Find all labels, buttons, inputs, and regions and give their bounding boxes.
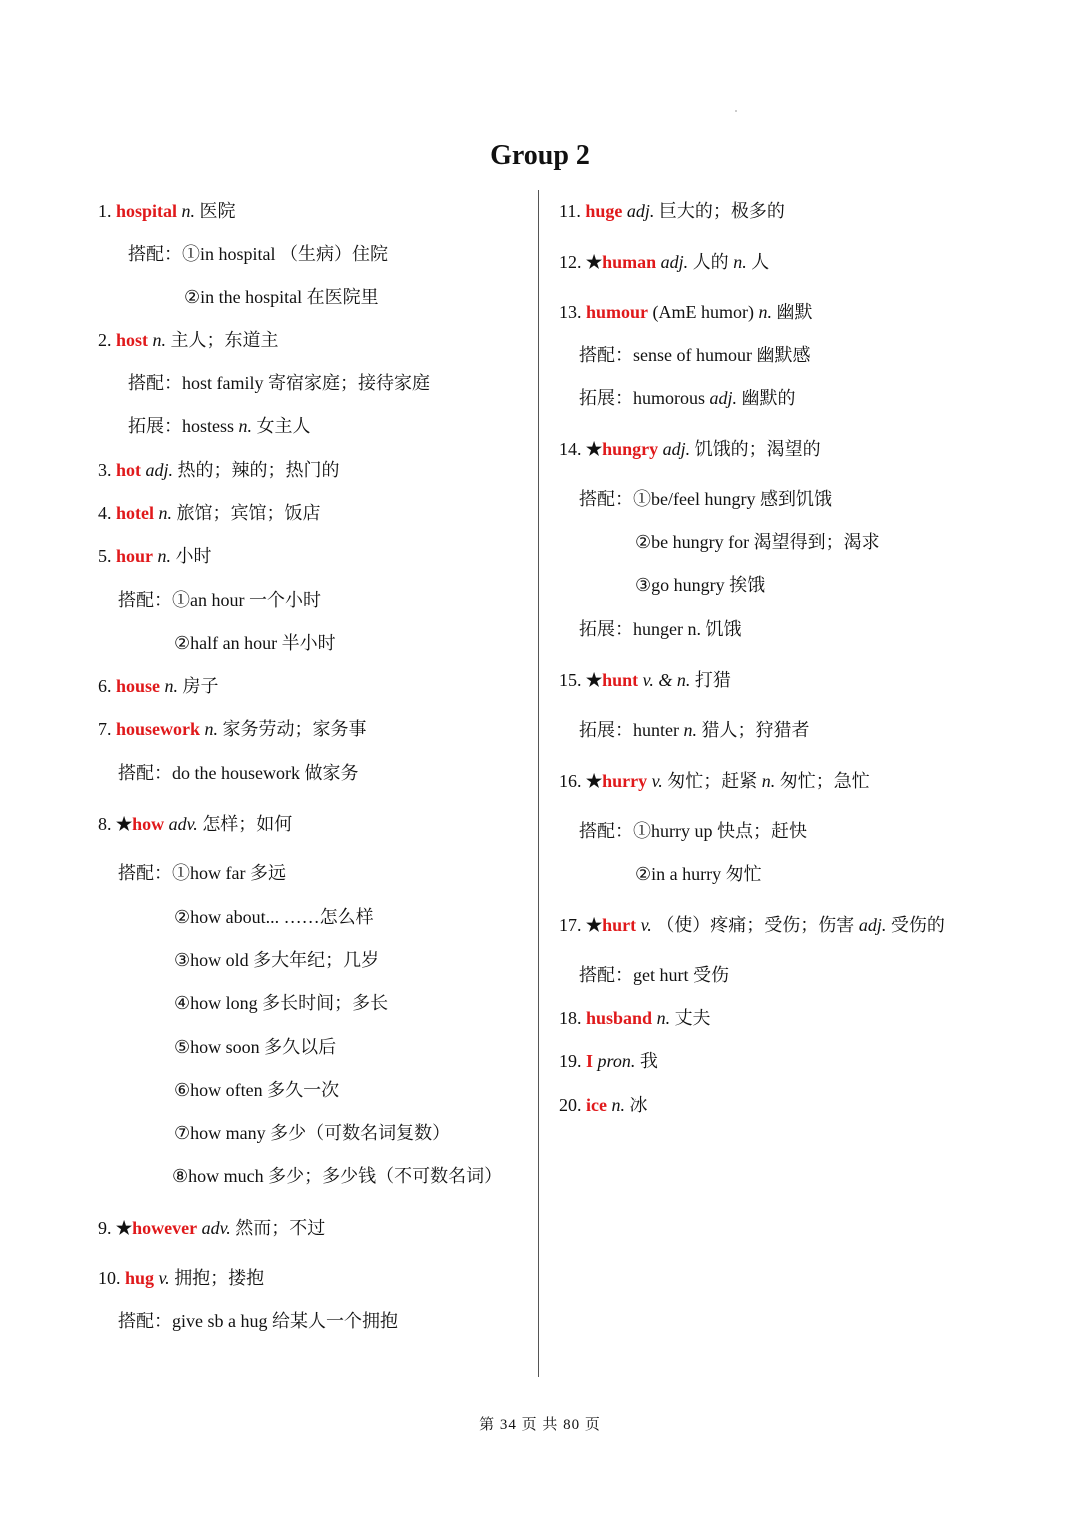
entry-word: hurt bbox=[602, 915, 637, 935]
entry-meaning: 受伤的 bbox=[886, 915, 945, 935]
entry-number: 11. bbox=[559, 201, 586, 221]
entry-number: 20. bbox=[559, 1095, 586, 1115]
entry-word: hunt bbox=[602, 670, 639, 690]
entry-meaning: 家务劳动；家务事 bbox=[218, 719, 367, 739]
entry-meaning: 丈夫 bbox=[670, 1008, 711, 1028]
entry-line bbox=[559, 1006, 711, 1030]
entry-meaning: 匆忙；急忙 bbox=[775, 771, 870, 791]
sub-entry-line bbox=[579, 963, 729, 987]
sub-entry-text: 搭配：do the housework 做家务 bbox=[118, 763, 359, 783]
entry-meaning: 我 bbox=[635, 1051, 658, 1071]
entry-meaning: 冰 bbox=[624, 1095, 648, 1115]
part-of-speech: adv. bbox=[164, 814, 198, 834]
entry-word: humour bbox=[586, 302, 649, 322]
part-of-speech: n. bbox=[148, 330, 167, 350]
part-of-speech: adj. bbox=[854, 915, 887, 935]
entry-meaning: 医院 bbox=[195, 201, 236, 221]
part-of-speech: n. bbox=[754, 302, 772, 322]
sub-entry-line bbox=[579, 343, 810, 367]
part-of-speech: v. bbox=[154, 1268, 170, 1288]
sub-entry-text: 搭配：sense of humour 幽默感 bbox=[579, 345, 811, 365]
entry-word: however bbox=[132, 1218, 198, 1238]
entry-number: 18. bbox=[559, 1008, 586, 1028]
entry-number: 8. bbox=[98, 814, 116, 834]
entry-number: 17. bbox=[559, 915, 586, 935]
entry-meaning: 巨大的；极多的 bbox=[654, 201, 785, 221]
entry-meaning: 拥抱；搂抱 bbox=[169, 1268, 265, 1288]
entry-number: 3. bbox=[98, 460, 116, 480]
entry-line bbox=[559, 668, 731, 692]
sub-entry-line bbox=[579, 819, 807, 843]
part-of-speech: n. bbox=[200, 719, 219, 739]
entry-meaning: 幽默 bbox=[772, 302, 813, 322]
sub-entry-text: 幽默的 bbox=[737, 388, 796, 408]
sub-entry-text: 拓展：hunger n. 饥饿 bbox=[579, 619, 742, 639]
entry-number: 14. bbox=[559, 439, 586, 459]
sub-entry-text: 搭配：①how far 多远 bbox=[118, 863, 286, 883]
star-icon: ★ bbox=[586, 439, 603, 459]
entry-meaning: 旅馆；宾馆；饭店 bbox=[172, 503, 321, 523]
sub-entry-text: 拓展：hostess bbox=[128, 416, 235, 436]
part-of-speech: n. bbox=[606, 1095, 625, 1115]
entry-word: housework bbox=[116, 719, 201, 739]
entry-meaning: 热的；辣的；热门的 bbox=[173, 460, 340, 480]
sub-entry-text: 搭配：host family 寄宿家庭；接待家庭 bbox=[128, 373, 430, 393]
entry-meaning: 怎样；如何 bbox=[197, 814, 293, 834]
entry-word: huge bbox=[585, 201, 623, 221]
entry-line bbox=[559, 300, 813, 324]
page-title: Group 2 bbox=[490, 140, 590, 171]
sub-entry-text: ③go hungry 挨饿 bbox=[635, 575, 766, 595]
entry-word: host bbox=[116, 330, 149, 350]
sub-entry-text: ②half an hour 半小时 bbox=[174, 633, 336, 653]
sub-entry-text: 搭配：give sb a hug 给某人一个拥抱 bbox=[118, 1311, 398, 1331]
part-of-speech: n. bbox=[153, 546, 172, 566]
entry-word: hungry bbox=[602, 439, 659, 459]
sub-entry-text: 拓展：hunter bbox=[579, 720, 679, 740]
sub-entry-text: ②be hungry for 渴望得到；渴求 bbox=[635, 532, 880, 552]
star-icon: ★ bbox=[586, 915, 603, 935]
part-of-speech: adj. bbox=[658, 439, 691, 459]
entry-number: 15. bbox=[559, 670, 586, 690]
part-of-speech: n. bbox=[234, 416, 253, 436]
entry-number: 4. bbox=[98, 503, 116, 523]
part-of-speech: adj. bbox=[656, 252, 689, 272]
sub-entry-text: 搭配：get hurt 受伤 bbox=[579, 965, 729, 985]
entry-number: 19. bbox=[559, 1051, 586, 1071]
sub-entry-text: ⑦how many 多少（可数名词复数） bbox=[174, 1123, 451, 1143]
sub-entry-text: ②how about... ……怎么样 bbox=[174, 907, 374, 927]
sub-entry-text: 拓展：humorous bbox=[579, 388, 705, 408]
entry-number: 9. bbox=[98, 1218, 116, 1238]
entry-number: 16. bbox=[559, 771, 586, 791]
entry-meaning: 房子 bbox=[178, 676, 219, 696]
entry-word: hug bbox=[125, 1268, 155, 1288]
entry-word: hospital bbox=[116, 201, 178, 221]
part-of-speech: n. bbox=[160, 676, 179, 696]
sub-entry-text: ②in a hurry 匆忙 bbox=[635, 864, 762, 884]
entry-word: house bbox=[116, 676, 161, 696]
entry-number: 2. bbox=[98, 330, 116, 350]
sub-entry-text: ⑥how often 多久一次 bbox=[174, 1080, 340, 1100]
sub-entry-text: ⑧how much 多少；多少钱（不可数名词） bbox=[172, 1166, 503, 1186]
entry-line bbox=[559, 1049, 658, 1073]
entry-word: hotel bbox=[116, 503, 154, 523]
sub-entry-line bbox=[579, 487, 832, 511]
star-icon: ★ bbox=[116, 814, 133, 834]
sub-entry-text: 猎人；狩猎者 bbox=[696, 720, 810, 740]
sub-entry-text: ②in the hospital 在医院里 bbox=[184, 287, 379, 307]
star-icon: ★ bbox=[586, 771, 603, 791]
star-icon: ★ bbox=[586, 670, 603, 690]
sub-entry-text: 搭配：①an hour 一个小时 bbox=[118, 590, 321, 610]
entry-variant: (AmE humor) bbox=[648, 302, 754, 322]
entry-word: ice bbox=[586, 1095, 607, 1115]
entry-meaning: 匆忙；赶紧 bbox=[662, 771, 758, 791]
part-of-speech: n. bbox=[728, 252, 747, 272]
sub-entry-line bbox=[635, 573, 765, 597]
entry-meaning: 小时 bbox=[171, 546, 212, 566]
entry-meaning: 饥饿的；渴望的 bbox=[690, 439, 821, 459]
page-footer: 第 34 页 共 80 页 bbox=[479, 1417, 601, 1433]
entry-number: 12. bbox=[559, 252, 586, 272]
sub-entry-line bbox=[635, 862, 762, 886]
sub-entry-text: 搭配：①hurry up 快点；赶快 bbox=[579, 821, 807, 841]
entry-number: 6. bbox=[98, 676, 116, 696]
entry-word: hot bbox=[116, 460, 142, 480]
sub-entry-text: ③how old 多大年纪；几岁 bbox=[174, 950, 380, 970]
entry-meaning: （使）疼痛；受伤；伤害 bbox=[651, 915, 855, 935]
entry-meaning: 人的 bbox=[688, 252, 729, 272]
entry-meaning: 人 bbox=[746, 252, 770, 272]
part-of-speech: n. bbox=[652, 1008, 671, 1028]
entry-line bbox=[559, 199, 785, 223]
part-of-speech: pron. bbox=[593, 1051, 636, 1071]
entry-word: hurry bbox=[602, 771, 648, 791]
part-of-speech: v. & n. bbox=[638, 670, 691, 690]
part-of-speech: adj. bbox=[141, 460, 174, 480]
entry-number: 7. bbox=[98, 719, 116, 739]
sub-entry-line bbox=[635, 530, 880, 554]
star-icon: ★ bbox=[116, 1218, 133, 1238]
part-of-speech: adv. bbox=[197, 1218, 231, 1238]
sub-entry-text: ④how long 多长时间；多长 bbox=[174, 993, 389, 1013]
entry-word: human bbox=[602, 252, 657, 272]
entry-number: 5. bbox=[98, 546, 116, 566]
entry-meaning: 打猎 bbox=[690, 670, 731, 690]
sub-entry-text: 搭配：①in hospital （生病）住院 bbox=[128, 244, 388, 264]
sub-entry-text: 女主人 bbox=[252, 416, 311, 436]
entry-meaning: 主人；东道主 bbox=[166, 330, 279, 350]
part-of-speech: n. bbox=[177, 201, 196, 221]
entry-line bbox=[559, 913, 945, 937]
sub-entry-text: ⑤how soon 多久以后 bbox=[174, 1037, 337, 1057]
entry-line bbox=[559, 1093, 647, 1117]
part-of-speech: adj. bbox=[622, 201, 655, 221]
part-of-speech: v. bbox=[636, 915, 652, 935]
entry-number: 1. bbox=[98, 201, 116, 221]
entry-line bbox=[559, 437, 821, 461]
sub-entry-text: 搭配：①be/feel hungry 感到饥饿 bbox=[579, 489, 832, 509]
entry-meaning: 然而；不过 bbox=[230, 1218, 326, 1238]
entry-line bbox=[559, 769, 870, 793]
entry-number: 13. bbox=[559, 302, 586, 322]
part-of-speech: n. bbox=[154, 503, 172, 523]
star-icon: ★ bbox=[586, 252, 603, 272]
entry-number: 10. bbox=[98, 1268, 125, 1288]
part-of-speech: n. bbox=[757, 771, 776, 791]
part-of-speech: v. bbox=[647, 771, 663, 791]
sub-entry-line bbox=[579, 386, 796, 410]
part-of-speech: adj. bbox=[705, 388, 738, 408]
entry-line bbox=[559, 250, 769, 274]
entry-word: hour bbox=[116, 546, 154, 566]
part-of-speech: n. bbox=[678, 720, 697, 740]
entry-word: I bbox=[586, 1051, 594, 1071]
entry-word: husband bbox=[586, 1008, 653, 1028]
entry-word: how bbox=[132, 814, 165, 834]
sub-entry-line bbox=[579, 617, 741, 641]
sub-entry-line bbox=[579, 718, 809, 742]
